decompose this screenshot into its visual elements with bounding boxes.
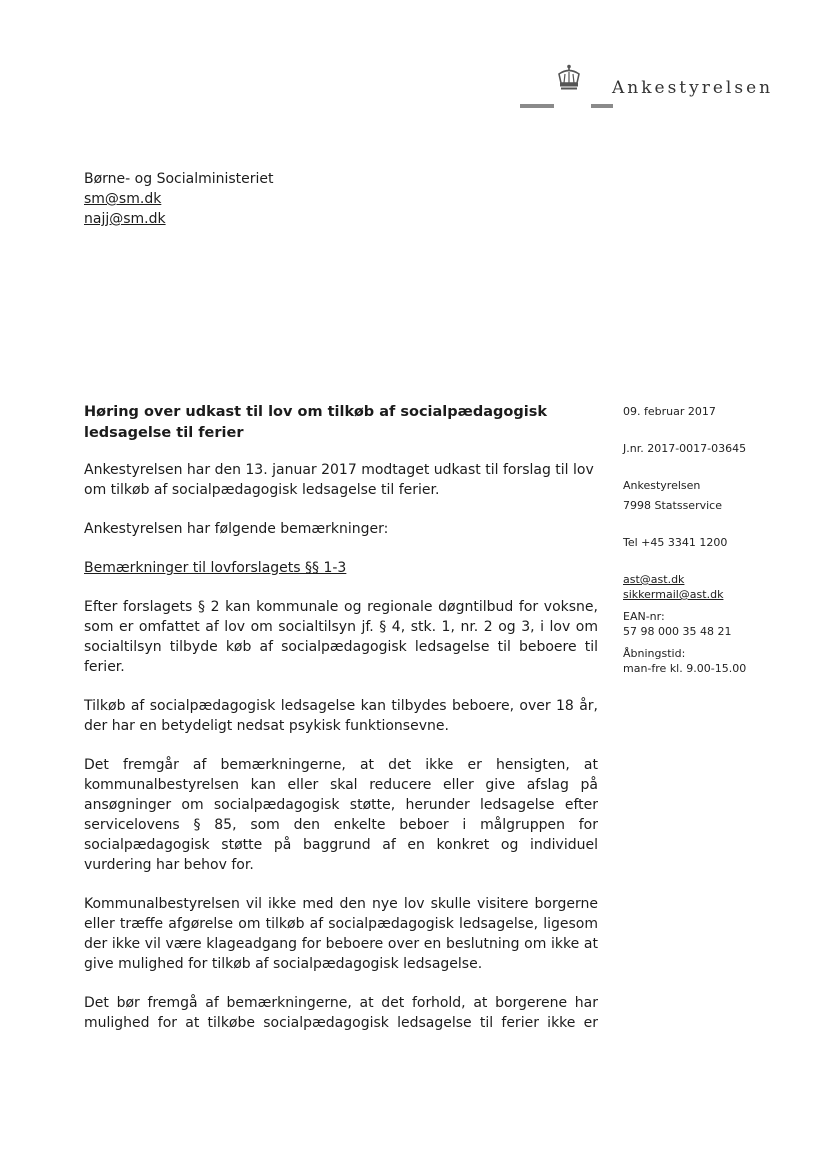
logo-bar-right (591, 104, 613, 108)
paragraph-4: Tilkøb af socialpædagogisk ledsagelse kan tilbydes beboere, over 18 år, der har en betydeligt nedsat psykisk funktionsevne. (84, 698, 598, 734)
letter-date: 09. februar 2017 (623, 405, 716, 418)
letter-title: Høring over udkast til lov om tilkøb af socialpædagogisk ledsagelse til ferier (84, 404, 547, 441)
letterhead-logo (520, 64, 800, 114)
sidebar-org: Ankestyrelsen (623, 479, 701, 492)
section-heading: Bemærkninger til lovforslagets §§ 1-3 (84, 560, 347, 576)
sidebar-phone: Tel +45 3341 1200 (623, 536, 728, 549)
ean-label: EAN-nr: (623, 610, 665, 623)
paragraph-3: Efter forslagets § 2 kan kommunale og regionale døgntilbud for voksne, som er omfattet af lov om socialtilsyn jf. § 4, stk. 1, nr. 2 og 3, i lov om socialtilsyn tilbyde køb af socialpædagogisk ledsagelse til beboere til ferier. (84, 599, 598, 675)
recipient-name: Børne- og Socialministeriet (84, 171, 274, 187)
crown-icon (556, 64, 582, 92)
sidebar-email-2[interactable]: sikkermail@ast.dk (623, 588, 724, 601)
recipient-email-2[interactable]: najj@sm.dk (84, 211, 166, 227)
hours-value: man-fre kl. 9.00-15.00 (623, 662, 747, 675)
paragraph-1: Ankestyrelsen har den 13. januar 2017 modtaget udkast til forslag til lov om tilkøb af socialpædagogisk ledsagelse til ferier. (84, 462, 594, 498)
hours-label: Åbningstid: (623, 647, 686, 660)
recipient-block (84, 169, 274, 229)
ean-value: 57 98 000 35 48 21 (623, 625, 732, 638)
paragraph-6: Kommunalbestyrelsen vil ikke med den nye lov skulle visitere borgerne eller træffe afgørelse om tilkøb af socialpædagogisk ledsagelse, ligesom der ikke vil være klageadgang for beboere over en beslutning om ikke at give mulighed for tilkøb af socialpædagogisk ledsagelse. (84, 896, 598, 972)
sidebar-info (623, 404, 793, 676)
org-name: Ankestyrelsen (612, 78, 774, 98)
journal-number: J.nr. 2017-0017-03645 (623, 442, 747, 455)
paragraph-7: Det bør fremgå af bemærkningerne, at det forhold, at borgerene har mulighed for at tilkøbe socialpædagogisk ledsagelse til ferier ikke er (84, 995, 598, 1031)
recipient-email-1[interactable]: sm@sm.dk (84, 191, 162, 207)
letter-body (84, 402, 598, 1052)
logo-bar-left (520, 104, 554, 108)
sidebar-email-1[interactable]: ast@ast.dk (623, 573, 685, 586)
sidebar-address: 7998 Statsservice (623, 499, 722, 512)
paragraph-2: Ankestyrelsen har følgende bemærkninger: (84, 521, 389, 537)
paragraph-5: Det fremgår af bemærkningerne, at det ikke er hensigten, at kommunalbestyrelsen kan eller skal reducere eller give afslag på ansøgninger om socialpædagogisk støtte, herunder ledsagelse efter servicelovens § 85, som den enkelte beboer i målgruppen for socialpædagogisk støtte på baggrund af en konkret og individuel vurdering har behov for. (84, 757, 598, 873)
